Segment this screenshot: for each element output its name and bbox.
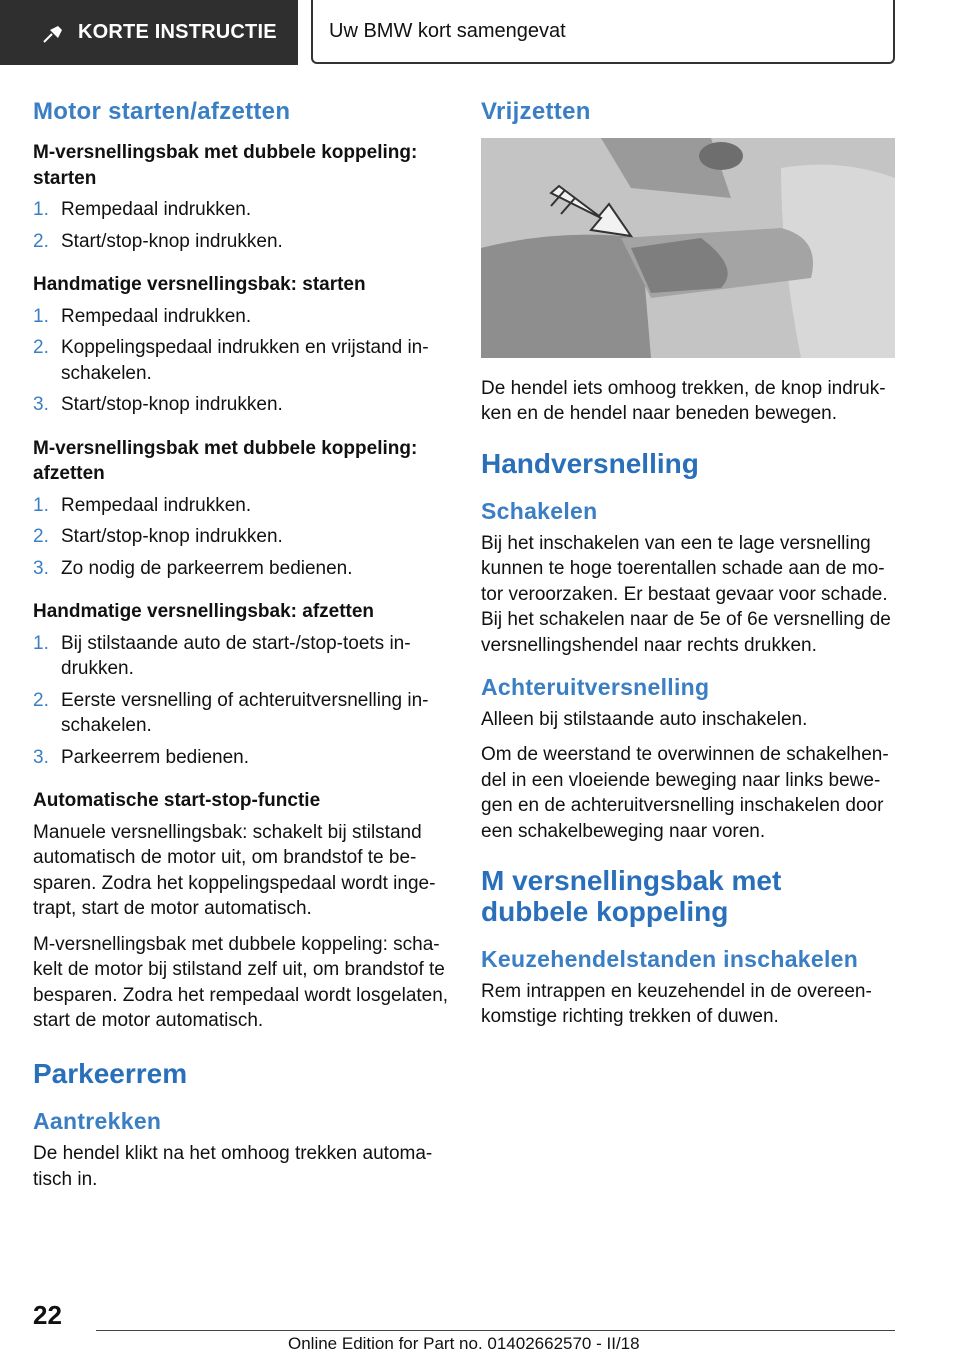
- list-item: 3. Parkeerrem bedienen.: [33, 746, 249, 768]
- aantrekken-text: De hendel klikt na het omhoog trekken automa-tisch in.: [33, 1143, 433, 1190]
- group-m-afzetten: [33, 436, 451, 582]
- schakelen-text: Bij het inschakelen van een te lage versnelling kunnen te hoge toerentallen schade aan de mo-tor veroorzaken. Er bestaat gevaar voor schade. Bij het schakelen naar de 5e of 6e versnelling de versnellingshendel naar rechts drukken.: [481, 532, 891, 656]
- schakelen-title: Schakelen: [481, 497, 598, 524]
- parkeerrem-title: Parkeerrem: [33, 1058, 188, 1090]
- group-hand-afzetten: [33, 599, 451, 770]
- motor-title: Motor starten/afzetten: [33, 98, 291, 125]
- list-item: 1. Rempedaal indrukken.: [33, 305, 252, 327]
- list-item: 3. Zo nodig de parkeerrem bedienen.: [33, 557, 353, 579]
- achteruit-title: Achteruitversnelling: [481, 673, 710, 700]
- list-item: 1. Rempedaal indrukken.: [33, 494, 252, 516]
- achteruit-text-2: Om de weerstand te overwinnen de schakelhen-del in een vloeiende beweging naar links bewe-gen en de achteruitversnelling inschakelen door een schakelbeweging naar voren.: [481, 744, 889, 842]
- auto-paragraph-2: M-versnellingsbak met dubbele koppeling: scha-kelt de motor bij stilstand zelf uit, om brandstof te besparen. Zodra het rempedaal wordt losgelaten, start de motor automatisch.: [33, 933, 449, 1031]
- list-item: 2. Start/stop-knop indrukken.: [33, 526, 283, 548]
- header-section-title: Uw BMW kort samengevat: [311, 0, 895, 64]
- auto-start-stop-heading: Automatische start-stop-functie: [33, 790, 321, 812]
- list-item: 1. Rempedaal indrukken.: [33, 199, 252, 221]
- footer-edition: Online Edition for Part no. 01402662570 - II/18: [288, 1334, 640, 1353]
- keuzehendel-text: Rem intrappen en keuzehendel in de overeen-komstige richting trekken of duwen.: [481, 980, 872, 1028]
- list-item: 2. Eerste versnelling of achteruitversnelling in-schakelen.: [33, 689, 429, 737]
- list-item: 2. Start/stop-knop indrukken.: [33, 230, 283, 252]
- group-m-starten: [33, 140, 451, 254]
- group-heading: Handmatige versnellingsbak: afzetten: [33, 601, 375, 623]
- parking-brake-illustration: [481, 138, 895, 358]
- right-column: [481, 98, 895, 1040]
- list-item: 1. Bij stilstaande auto de start-/stop-toets in-drukken.: [33, 632, 411, 680]
- auto-paragraph-1: Manuele versnellingsbak: schakelt bij stilstand automatisch de motor uit, om brandstof te be-sparen. Zodra het koppelingspedaal wordt inge-trapt, start de motor automatisch.: [33, 821, 436, 920]
- handversnelling-title: Handversnelling: [481, 447, 699, 479]
- aantrekken-title: Aantrekken: [33, 1108, 162, 1135]
- header-tab-label: KORTE INSTRUCTIE: [78, 21, 277, 43]
- group-heading: M-versnellingsbak met dubbele koppeling: afzetten: [33, 437, 418, 485]
- group-heading: Handmatige versnellingsbak: starten: [33, 274, 366, 296]
- left-column: [33, 98, 451, 1202]
- pin-icon: [40, 22, 66, 44]
- parking-brake-drawing: [481, 138, 895, 358]
- m-versnellingsbak-title: M versnellingsbak met dubbele koppeling: [481, 865, 782, 928]
- footer-divider: [96, 1330, 895, 1331]
- vrijzetten-title: Vrijzetten: [481, 98, 591, 125]
- group-hand-starten: [33, 272, 451, 417]
- list-item: 3. Start/stop-knop indrukken.: [33, 394, 283, 416]
- keuzehendel-title: Keuzehendelstanden inschakelen: [481, 945, 859, 972]
- vrijzetten-text: De hendel iets omhoog trekken, de knop indruk-ken en de hendel naar beneden bewegen.: [481, 378, 886, 425]
- achteruit-text-1: Alleen bij stilstaande auto inschakelen.: [481, 708, 808, 730]
- group-heading: M-versnellingsbak met dubbele koppeling: starten: [33, 142, 418, 189]
- page-number: 22: [33, 1300, 62, 1330]
- header-tab: [0, 0, 298, 65]
- list-item: 2. Koppelingspedaal indrukken en vrijstand in-schakelen.: [33, 337, 429, 384]
